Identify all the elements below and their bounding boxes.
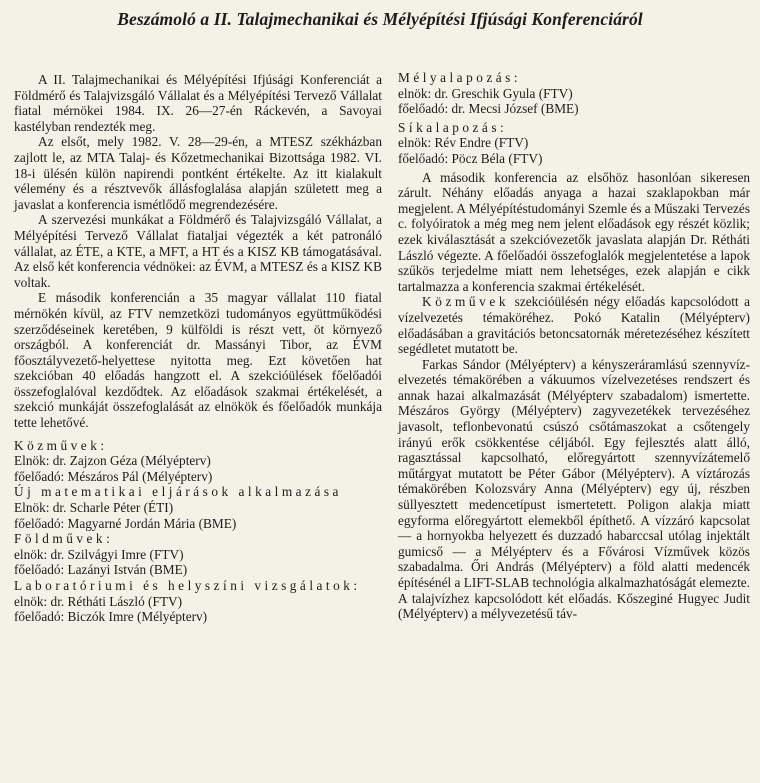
right-column [398, 70, 750, 622]
section-lead-speaker: főelőadó: Biczók Imre (Mélyépterv) [14, 609, 208, 625]
section-chair: elnök: dr. Rétháti László (FTV) [14, 593, 183, 609]
left-column [14, 72, 382, 625]
section-lead-speaker: főelőadó: dr. Mecsi József (BME) [398, 101, 579, 117]
kozmuvek-paragraph [398, 294, 750, 356]
section-lead-speaker: főelőadó: Pöcz Béla (FTV) [398, 150, 543, 166]
kozmuvek-lead: Közművek [422, 294, 510, 310]
section-heading-laboratoriumi: Laboratóriumi és helyszíni vizsgálatok: [14, 578, 361, 593]
section-heading-matematikai: Új matematikai eljárások alkalmazása [14, 484, 342, 500]
intro-paragraph: A II. Talajmechanikai és Mélyépítési Ifjúsági Konferenciát a Földmérő és Talajvizsgáló Vállalat és a Mélyépítési Tervező Vállalat fiatal mérnökei 1984. IX. 26—27-én Ráckevén, a Savoyai kastélyban rendezték meg. [14, 72, 382, 134]
section-chair: elnök: dr. Greschik Gyula (FTV) [398, 85, 573, 101]
section-lead-speaker: főelőadó: Mészáros Pál (Mélyépterv) [14, 468, 213, 484]
summary-paragraph: A második konferencia az elsőhöz hasonlóan sikeresen zárult. Néhány előadás anyaga a hazai szaklapokban már megjelent. A Mélyépítéstudományi Szemle és a Műszaki Tervezés c. folyóiratok a még meg nem jelent előadások egy részét közlik; ezek kiválasztását a szekcióvezetők javaslata alapján Dr. Rétháti László végezte. A főelőadói összefoglalók megjelentetése a lapok szűkös terjedelme miatt nem lehetséges, ezek alapján e cikk tartalmazza a konferencia szakmai értékelését. [398, 169, 750, 294]
second-conference-paragraph: E második konferencián a 35 magyar vállalat 110 fiatal mérnökén kívül, az FTV nemzetközi tudományos együttműködési szerződéseinek keretében, 9 külföldi is részt vett, öt környező országból. A konferenciát dr. Massányi Tibor, az ÉVM főosztályvezető-helyettese nyitotta meg. Ezt követően hat szekcióban 40 előadás hangzott el. A szekcióülések főelőadói összefoglalóval kezdődtek. Az előadások szakmai értékelését, a szekció munkáját összefoglalását az elnökök és főelőadók munkája tette lehetővé. [14, 290, 382, 431]
article-title: Beszámoló a II. Talajmechanikai és Mélyépítési Ifjúsági Konferenciáról [117, 9, 643, 29]
kozmuvek-text: szekcióülésén négy előadás kapcsolódott a vízelvezetés témaköréhez. Pokó Katalin (Mélyépterv) előadásában a gravitációs betoncsatornák méretezéséhez készített segédletet mutatott be. [398, 294, 750, 357]
section-chair: elnök: Rév Endre (FTV) [398, 135, 529, 151]
first-conference-paragraph: Az elsőt, mely 1982. V. 28—29-én, a MTESZ székházban zajlott le, az MTA Talaj- és Kőzetmechanikai Bizottsága 1982. VI. 18-i ülésén külön napirendi pontként értékelte. Az itt kialakult vélemény és a résztvevők állásfoglalása alapján született meg a javaslat a konferencia ismétlődő megrendezésére. [14, 134, 382, 212]
section-heading-sikalapozas: Síkalapozás: [398, 119, 508, 135]
section-heading-kozmuvek: Közművek: [14, 437, 108, 453]
section-chair: Elnök: dr. Scharle Péter (ÉTI) [14, 500, 174, 516]
section-heading-melyalapozas: Mélyalapozás: [398, 70, 522, 85]
section-lead-speaker: főelőadó: Lazányi István (BME) [14, 562, 188, 578]
section-chair: elnök: dr. Szilvágyi Imre (FTV) [14, 546, 184, 562]
section-chair: Elnök: dr. Zajzon Géza (Mélyépterv) [14, 453, 211, 469]
section-lead-speaker: főelőadó: Magyarné Jordán Mária (BME) [14, 515, 237, 531]
organization-paragraph: A szervezési munkákat a Földmérő és Talajvizsgáló Vállalat, a Mélyépítési Tervező Vállalat fiataljai végezték a két patronáló vállalat, az ÉTE, a KTE, a MFT, a HT és a KISZ KB támogatásával. Az első két konferencia védnökei: az ÉVM, a MTESZ és a KISZ KB voltak. [14, 212, 382, 290]
presentations-paragraph: Farkas Sándor (Mélyépterv) a kényszeráramlású szennyvíz-elvezetés témakörében a vákuumos vízelvezetéses rendszert és annak hazai alkalmazását (Mélyépterv szabadalom) ismertette. Mészáros György (Mélyépterv) zagyvezetékek tervezéséhez javasolt, teflonbevonatú csúszó csőtámaszokat a csőtengely irányú erők csökkentése céljából. Egy fejlesztés alatt álló, ragasztással kapcsolható, előregyártott szennyvízátemelő műtárgyat mutatott be Péter Gábor (Mélyépterv). A víztározás témakörében Kolozsváry Anna (Mélyépterv) egy új, részben süllyesztett medencetípust ismertetett. Poligon alakja miatt egyforma előregyártott elemekből építhető. A vízzáró kapcsolat — a hornyokba helyezett és duzzadó habarccsal utólag injektált gumicső — a Mélyépterv és a Fővárosi Vízművek közös szabadalma. Őri András (Mélyépterv) a föld alatti medencék építésénél a LIFT-SLAB technológia alkalmazhatóságát elemezte. A talajvízhez kapcsolódott két előadás. Kőszeginé Hugyec Judit (Mélyépterv) a mélyvezetésű táv- [398, 356, 750, 622]
section-heading-foldmuvek: Földművek: [14, 531, 114, 547]
